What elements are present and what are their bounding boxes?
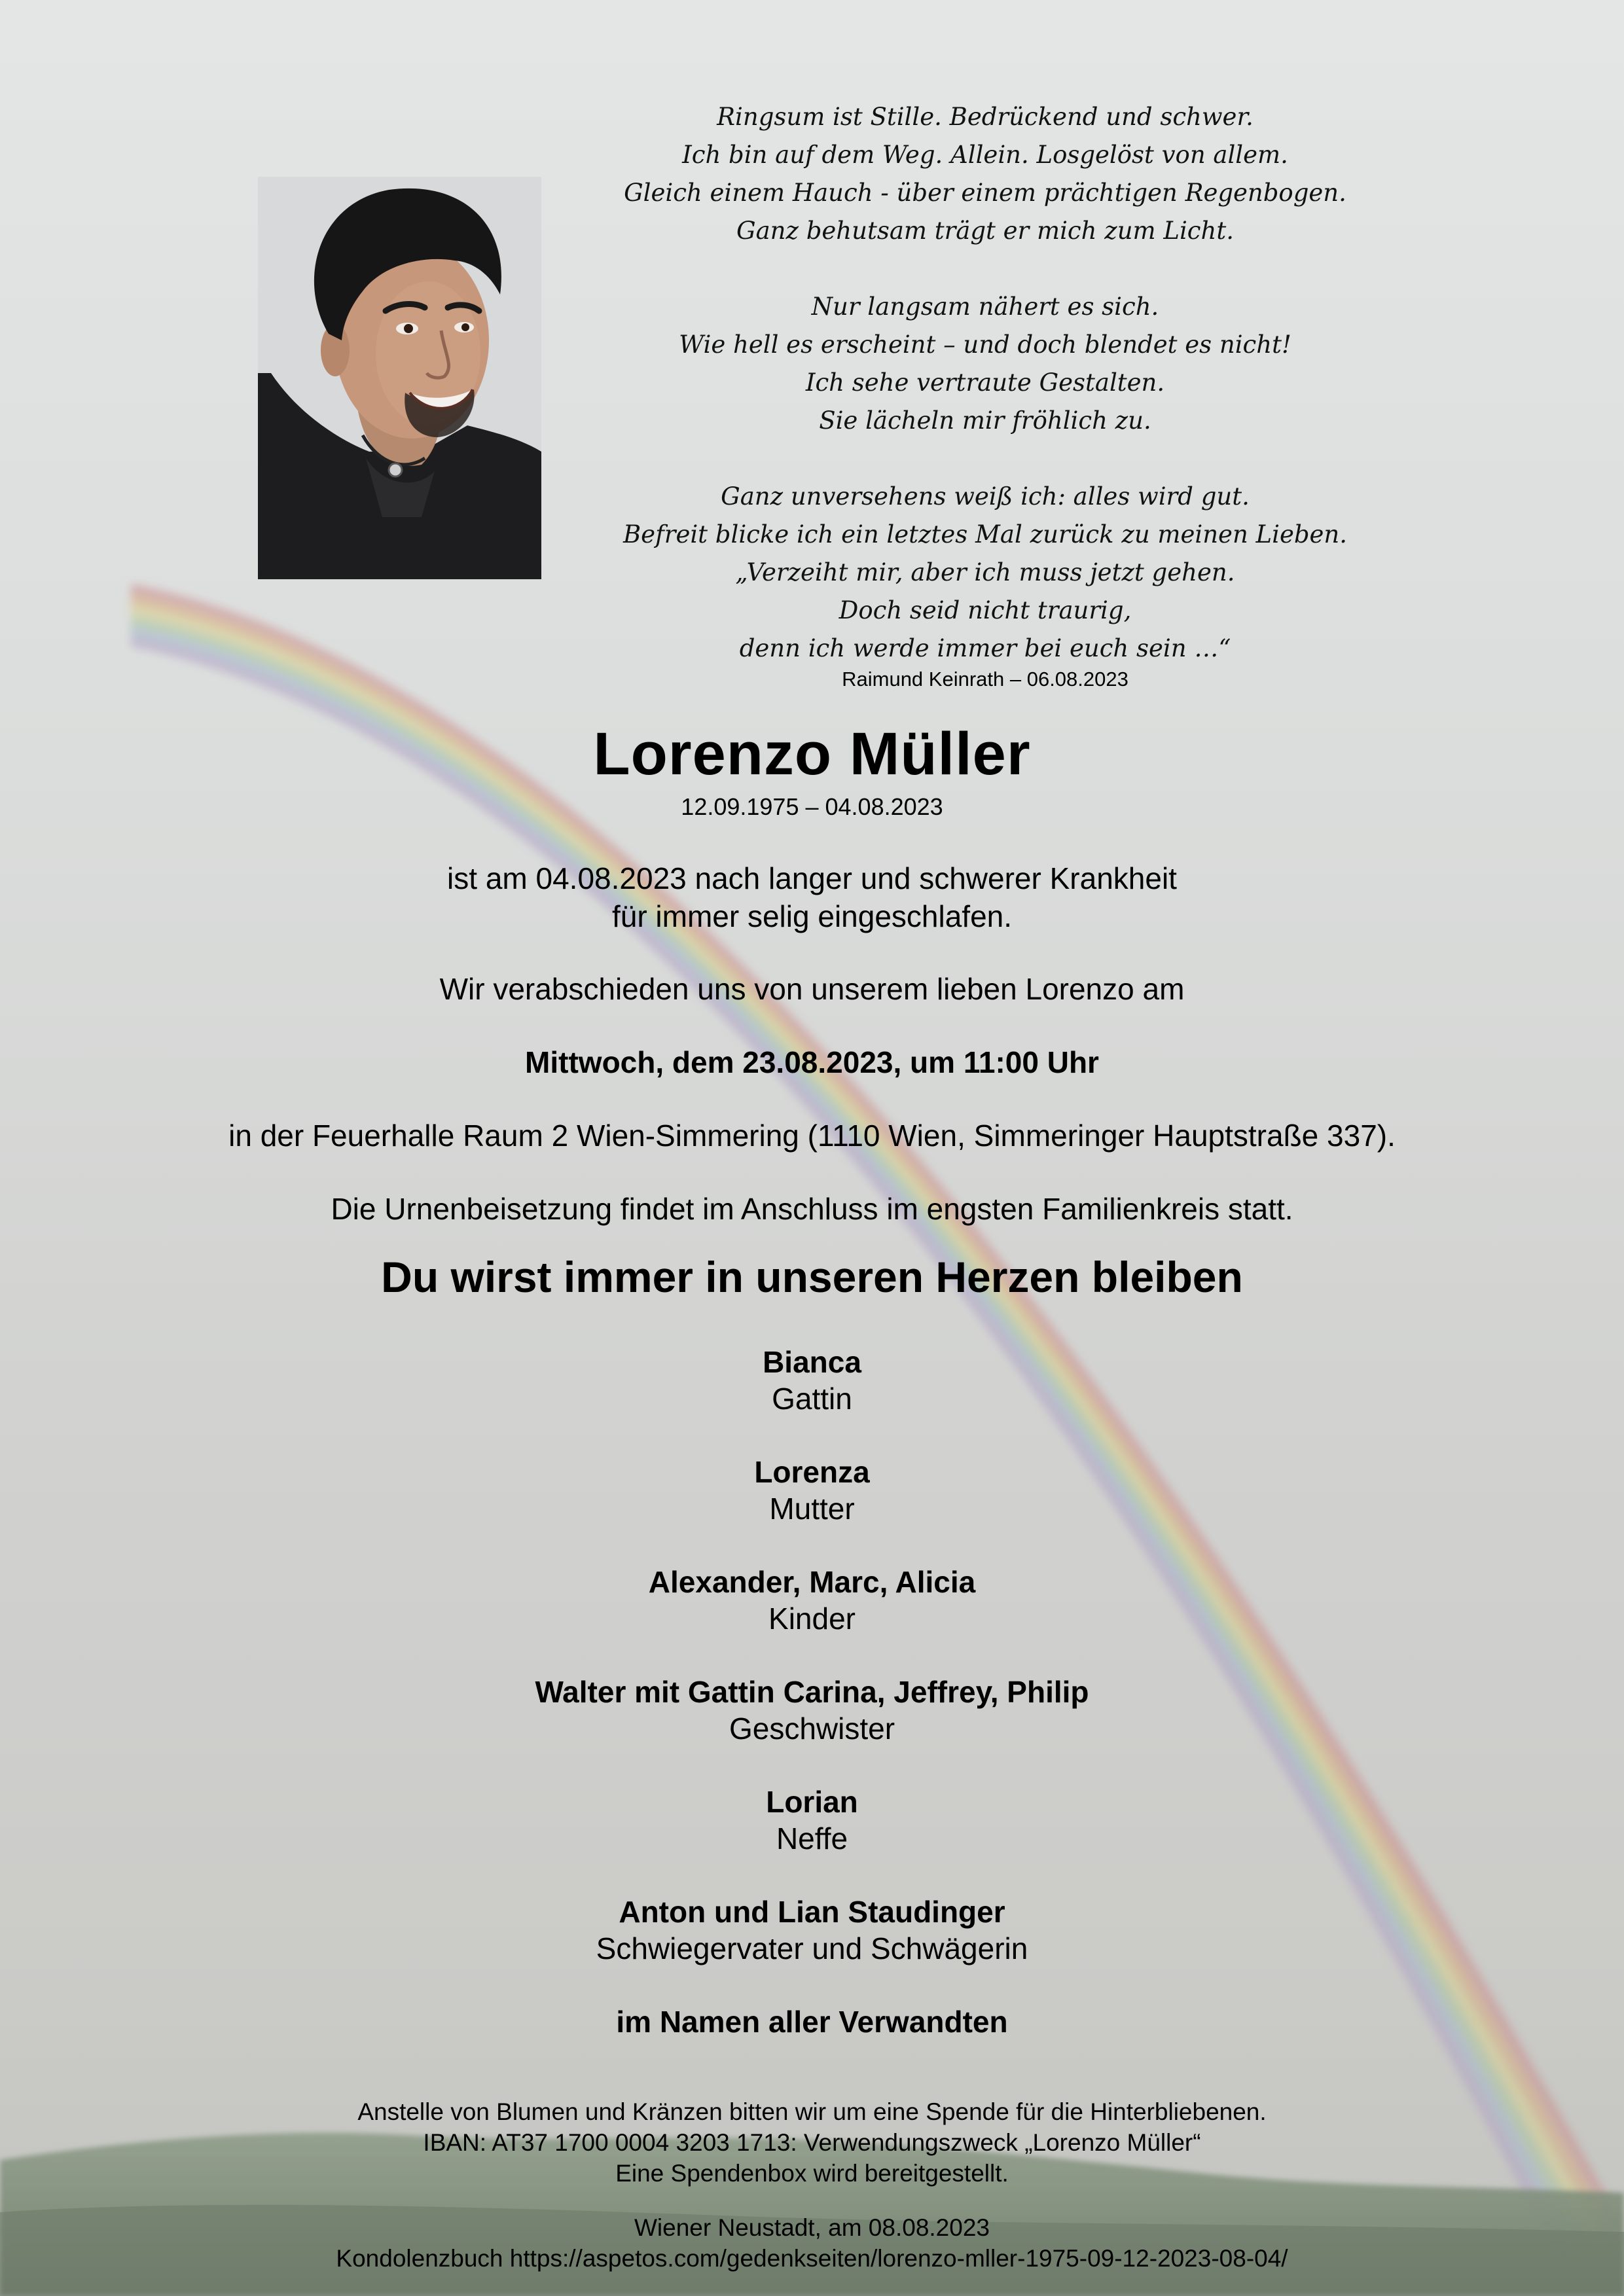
burial-note: Die Urnenbeisetzung findet im Anschluss im engsten Familienkreis statt. [331, 1192, 1293, 1226]
mourner-entry [0, 1893, 1624, 2003]
portrait-illustration [258, 177, 541, 579]
mourner-entry [0, 1674, 1624, 1784]
ceremony-location: in der Feuerhalle Raum 2 Wien-Simmering (1110 Wien, Simmeringer Hauptstraße 337). [228, 1119, 1396, 1153]
deceased-portrait-photo [258, 177, 541, 579]
closing-line: im Namen aller Verwandten [616, 2005, 1008, 2039]
mourner-name: Lorian [766, 1785, 858, 1819]
mourner-relation: Geschwister [729, 1712, 895, 1746]
donation-notice [0, 2096, 1624, 2189]
donation-box-note: Eine Spendenbox wird bereitgestellt. [615, 2160, 1009, 2187]
mourner-relation: Gattin [772, 1382, 852, 1416]
mourner-name: Anton und Lian Staudinger [619, 1895, 1005, 1929]
closing-info [0, 2212, 1624, 2274]
poem-line: Ganz behutsam trägt er mich zum Licht. [736, 217, 1234, 245]
mourner-entry [0, 1564, 1624, 1674]
deceased-name: Lorenzo Müller [593, 721, 1031, 787]
poem-line: Nur langsam nähert es sich. [811, 293, 1159, 321]
donation-iban: IBAN: AT37 1700 0004 3203 1713: Verwendungszweck „Lorenzo Müller“ [423, 2129, 1201, 2156]
memorial-poem [576, 98, 1394, 668]
announcement-line-1: ist am 04.08.2023 nach langer und schwerer Krankheit [447, 861, 1177, 895]
poem-stanza [576, 478, 1394, 668]
mourners-list [0, 1344, 1624, 2040]
poem-line: Gleich einem Hauch - über einem prächtigen Regenbogen. [624, 179, 1346, 207]
poem-line: „Verzeiht mir, aber ich muss jetzt gehen. [735, 558, 1235, 586]
place-and-date: Wiener Neustadt, am 08.08.2023 [634, 2214, 990, 2241]
poem-author: Raimund Keinrath – 06.08.2023 [842, 668, 1128, 691]
donation-line: Anstelle von Blumen und Kränzen bitten wir um eine Spende für die Hinterbliebenen. [357, 2098, 1267, 2125]
mourner-relation: Kinder [768, 1602, 856, 1636]
poem-line: Ich bin auf dem Weg. Allein. Losgelöst von allem. [682, 141, 1288, 169]
memorial-motto: Du wirst immer in unseren Herzen bleiben [381, 1253, 1243, 1301]
poem-line: Sie lächeln mir fröhlich zu. [819, 406, 1151, 435]
announcement-line-2: für immer selig eingeschlafen. [611, 899, 1013, 933]
poem-line: Ich sehe vertraute Gestalten. [805, 368, 1165, 397]
poem-line: Doch seid nicht traurig, [839, 596, 1132, 624]
mourner-name: Walter mit Gattin Carina, Jeffrey, Philip [535, 1675, 1089, 1709]
mourner-name: Bianca [763, 1345, 861, 1379]
poem-stanza [576, 98, 1394, 250]
poem-line: Befreit blicke ich ein letztes Mal zurück zu meinen Lieben. [623, 520, 1348, 548]
mourner-name: Lorenza [754, 1455, 870, 1489]
farewell-text: Wir verabschieden uns von unserem lieben Lorenzo am [439, 972, 1185, 1006]
mourner-name: Alexander, Marc, Alicia [648, 1565, 976, 1599]
condolence-book-link[interactable]: Kondolenzbuch https://aspetos.com/gedenkseiten/lorenzo-mller-1975-09-12-2023-08-04/ [336, 2245, 1288, 2272]
poem-stanza [576, 288, 1394, 440]
mourner-relation: Neffe [776, 1821, 848, 1856]
mourner-relation: Mutter [769, 1492, 855, 1526]
mourner-entry [0, 1344, 1624, 1454]
life-dates: 12.09.1975 – 04.08.2023 [681, 793, 943, 820]
mourner-relation: Schwiegervater und Schwägerin [596, 1931, 1028, 1965]
mourner-entry [0, 1784, 1624, 1893]
ceremony-datetime: Mittwoch, dem 23.08.2023, um 11:00 Uhr [525, 1045, 1099, 1079]
poem-line: denn ich werde immer bei euch sein …“ [739, 634, 1231, 662]
poem-line: Wie hell es erscheint – und doch blendet es nicht! [679, 331, 1291, 359]
poem-line: Ganz unversehens weiß ich: alles wird gut. [721, 482, 1250, 511]
mourner-entry [0, 1454, 1624, 1564]
poem-line: Ringsum ist Stille. Bedrückend und schwer. [717, 103, 1254, 131]
